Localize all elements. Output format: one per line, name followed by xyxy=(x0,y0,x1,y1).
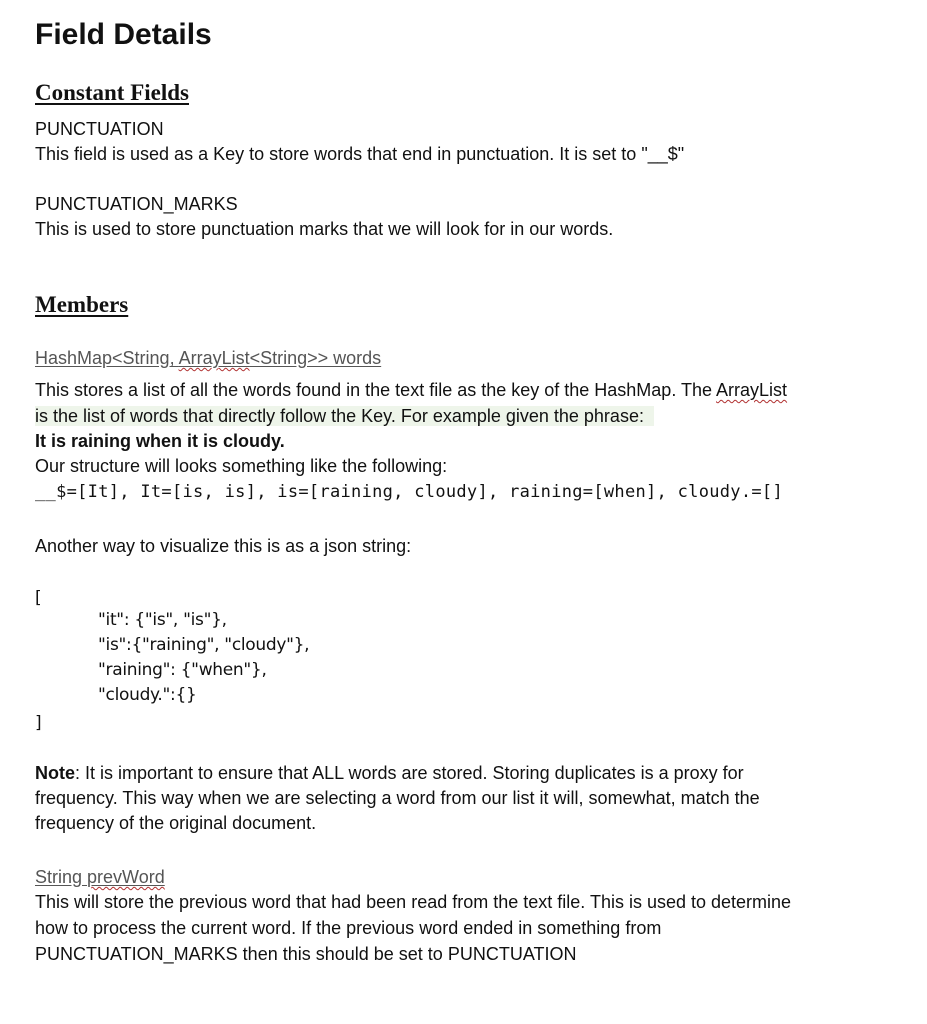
structure-code: __$=[It], It=[is, is], is=[raining, cloudy], raining=[when], cloudy.=[] xyxy=(35,482,783,502)
members-heading: Members xyxy=(35,292,129,317)
json-line-4: "cloudy.":{} xyxy=(98,685,197,705)
prevword-desc-line-3: PUNCTUATION_MARKS then this should be set to PUNCTUATION xyxy=(35,944,577,964)
structure-intro: Our structure will looks something like the following: xyxy=(35,456,448,476)
words-sig-spellcheck-word: ArrayList xyxy=(178,348,250,368)
words-member-signature xyxy=(35,346,381,371)
punctuation-field-desc: This field is used as a Key to store words that end in punctuation. It is set to "__$" xyxy=(35,144,685,164)
constant-fields-heading: Constant Fields xyxy=(35,80,189,105)
json-open-bracket: [ xyxy=(35,588,42,608)
words-sig-post: <String>> words xyxy=(249,348,382,368)
words-sig-pre: HashMap<String, xyxy=(35,348,179,368)
words-desc-line-1-text: This stores a list of all the words found in the text file as the key of the HashMap. The xyxy=(35,380,717,400)
words-desc-spellcheck-word: ArrayList xyxy=(716,380,788,400)
page-title: Field Details xyxy=(35,18,212,51)
json-line-3: "raining": {"when"}, xyxy=(98,660,267,680)
note-line-3: frequency of the original document. xyxy=(35,813,317,833)
example-phrase: It is raining when it is cloudy. xyxy=(35,431,285,451)
prevword-desc-line-1: This will store the previous word that had been read from the text file. This is used to determine xyxy=(35,892,792,912)
note-line-1-text: : It is important to ensure that ALL words are stored. Storing duplicates is a proxy for xyxy=(75,763,744,783)
prevword-desc-line-2: how to process the current word. If the previous word ended in something from xyxy=(35,918,662,938)
words-desc-line-2 xyxy=(35,404,654,429)
prevword-member-signature xyxy=(35,865,165,890)
json-line-2: "is":{"raining", "cloudy"}, xyxy=(98,635,310,655)
note-line-2: frequency. This way when we are selecting a word from our list it will, somewhat, match the xyxy=(35,788,760,808)
note-label: Note xyxy=(35,763,75,783)
prevword-spellcheck-word: prevWord xyxy=(87,867,165,887)
json-close-bracket: ] xyxy=(35,713,42,733)
json-line-1: "it": {"is", "is"}, xyxy=(98,610,227,630)
punctuation-marks-field-desc: This is used to store punctuation marks that we will look for in our words. xyxy=(35,219,614,239)
words-desc-line-1 xyxy=(35,378,787,403)
json-intro: Another way to visualize this is as a json string: xyxy=(35,536,412,556)
note-line-1 xyxy=(35,761,744,786)
punctuation-field-name: PUNCTUATION xyxy=(35,119,164,139)
words-desc-line-2-highlight: is the list of words that directly follow the Key. For example given the phrase: xyxy=(35,406,654,426)
prevword-sig-pre: String xyxy=(35,867,88,887)
punctuation-marks-field-name: PUNCTUATION_MARKS xyxy=(35,194,238,214)
